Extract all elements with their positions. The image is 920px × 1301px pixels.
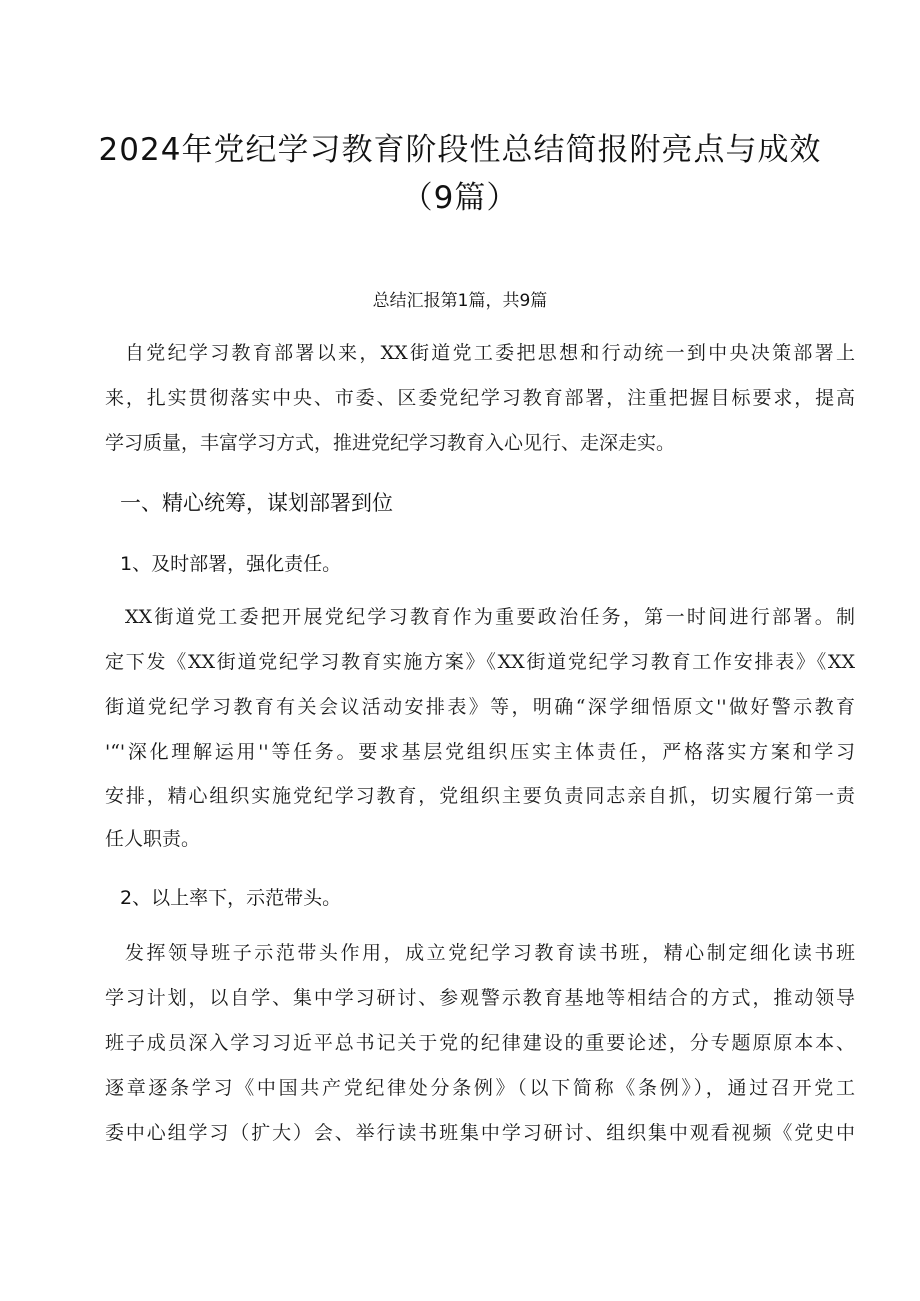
paragraph-line: 逐章逐条学习《中国共产党纪律处分条例》（以下简称《条例》），通过召开党工 <box>105 1077 855 1099</box>
intro-line: 学习质量，丰富学习方式，推进党纪学习教育入心见行、走深走实。 <box>105 432 676 454</box>
document-title-count: （9篇） <box>401 180 519 216</box>
document-subtitle: 总结汇报第1篇，共9篇 <box>372 291 548 311</box>
section-heading: 一、精心统筹，谋划部署到位 <box>120 491 393 515</box>
paragraph-line: 学习计划，以自学、集中学习研讨、参观警示教育基地等相结合的方式，推动领导 <box>105 987 855 1009</box>
intro-line: 自党纪学习教育部署以来，XX街道党工委把思想和行动统一到中央决策部署上 <box>125 342 855 364</box>
paragraph-line: 定下发《XX街道党纪学习教育实施方案》《XX街道党纪学习教育工作安排表》《XX <box>105 651 855 673</box>
item-heading: 2、以上率下，示范带头。 <box>120 887 342 909</box>
paragraph-line: 街道党纪学习教育有关会议活动安排表》等，明确“深学细悟原文''做好警示教育 <box>105 696 855 718</box>
paragraph-line: 委中心组学习（扩大）会、举行读书班集中学习研讨、组织集中观看视频《党史中 <box>105 1122 855 1144</box>
paragraph-line: 班子成员深入学习习近平总书记关于党的纪律建设的重要论述，分专题原原本本、 <box>105 1032 855 1054</box>
paragraph-line: 任人职责。 <box>105 828 201 850</box>
paragraph-line: 安排，精心组织实施党纪学习教育，党组织主要负责同志亲自抓，切实履行第一责 <box>105 785 855 807</box>
document-title: 2024年党纪学习教育阶段性总结简报附亮点与成效 <box>98 132 822 168</box>
paragraph-line: '“'深化理解运用''等任务。要求基层党组织压实主体责任，严格落实方案和学习 <box>105 741 855 763</box>
intro-line: 来，扎实贯彻落实中央、市委、区委党纪学习教育部署，注重把握目标要求，提高 <box>105 387 855 409</box>
item-heading: 1、及时部署，强化责任。 <box>120 553 342 575</box>
paragraph-line: 发挥领导班子示范带头作用，成立党纪学习教育读书班，精心制定细化读书班 <box>125 942 855 964</box>
paragraph-line: XX街道党工委把开展党纪学习教育作为重要政治任务，第一时间进行部署。制 <box>125 606 855 628</box>
